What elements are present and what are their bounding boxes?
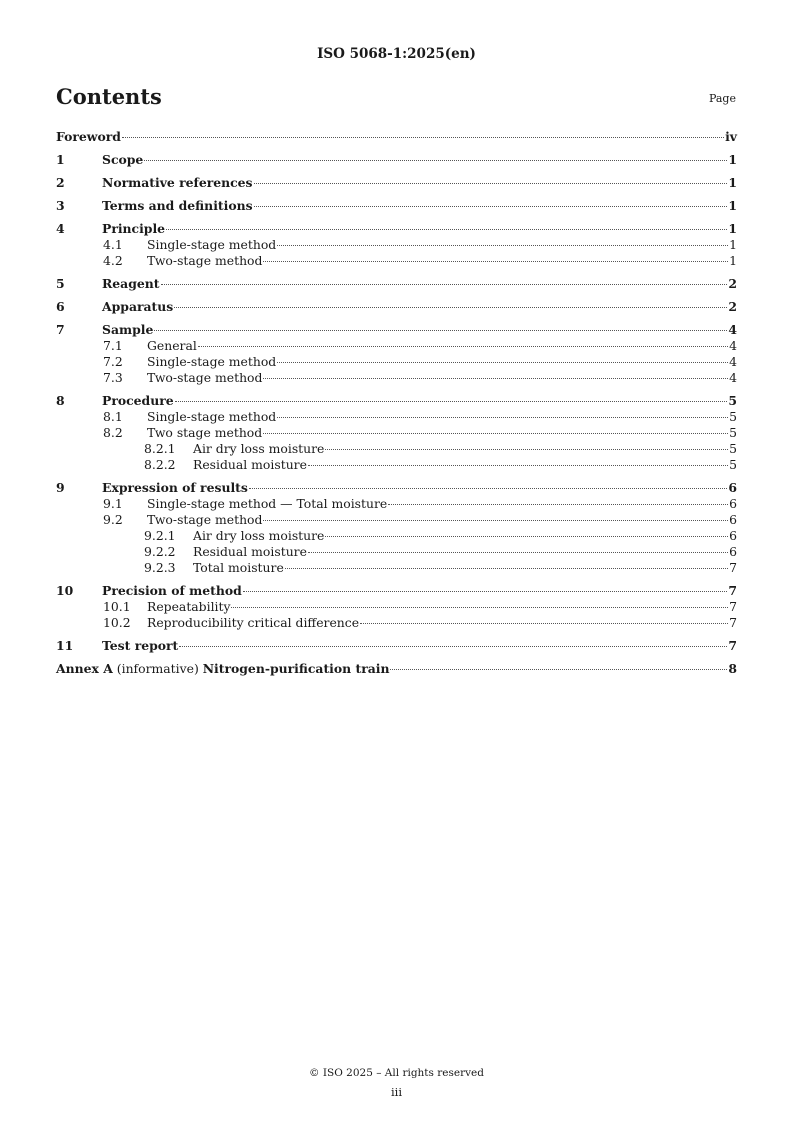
- dot-leader: [175, 401, 728, 402]
- toc-entry-label: Single-stage method: [147, 409, 277, 424]
- toc-entry[interactable]: [56, 528, 737, 544]
- toc-entry[interactable]: [56, 544, 737, 560]
- toc-entry-number: 5: [56, 276, 65, 291]
- dot-leader: [179, 646, 727, 647]
- toc-entry-label: General: [147, 338, 197, 353]
- dot-leader: [231, 607, 728, 608]
- toc-entry[interactable]: [56, 354, 737, 370]
- toc-entry-number: 10.2: [103, 615, 131, 630]
- dot-leader: [263, 378, 728, 379]
- toc-entry-label: Apparatus: [102, 299, 174, 314]
- toc-entry-number: 8.2.1: [144, 441, 176, 456]
- toc-entry-page: 2: [728, 276, 737, 291]
- toc-entry-number: 3: [56, 198, 65, 213]
- toc-entry-number: 9: [56, 480, 65, 495]
- toc-entry-label: Scope: [102, 152, 144, 167]
- toc-entry-page: 5: [729, 457, 737, 472]
- dot-leader: [144, 160, 727, 161]
- toc-entry-number: 7.3: [103, 370, 123, 385]
- toc-entry-label: Two-stage method: [147, 370, 263, 385]
- dot-leader: [263, 433, 728, 434]
- toc-entry-page: 1: [728, 221, 737, 236]
- dot-leader: [325, 449, 728, 450]
- toc-entry-number: 7.2: [103, 354, 123, 369]
- annex-type: (informative): [112, 661, 203, 676]
- toc-entry-label: Normative references: [102, 175, 253, 190]
- toc-entry-page: 1: [728, 152, 737, 167]
- toc-entry[interactable]: [56, 457, 737, 473]
- toc-entry-label: Procedure: [102, 393, 174, 408]
- toc-entry-label: Residual moisture: [193, 544, 307, 559]
- dot-leader: [390, 669, 727, 670]
- toc-entry[interactable]: [56, 560, 737, 576]
- dot-leader: [277, 245, 728, 246]
- toc-entry-number: 8.2: [103, 425, 123, 440]
- table-of-contents: [56, 129, 737, 677]
- dot-leader: [325, 536, 728, 537]
- dot-leader: [308, 465, 728, 466]
- toc-entry-label: Principle: [102, 221, 166, 236]
- dot-leader: [122, 137, 724, 138]
- toc-entry-number: 4: [56, 221, 65, 236]
- dot-leader: [277, 417, 728, 418]
- toc-entry-label: Sample: [102, 322, 154, 337]
- toc-entry-page: 6: [729, 544, 737, 559]
- toc-entry[interactable]: [56, 253, 737, 269]
- dot-leader: [285, 568, 728, 569]
- toc-entry-number: 11: [56, 638, 74, 653]
- dot-leader: [161, 284, 728, 285]
- toc-entry-label: Total moisture: [193, 560, 284, 575]
- toc-title: Contents: [56, 84, 162, 109]
- toc-entry[interactable]: [56, 512, 737, 528]
- toc-entry-page: 5: [729, 409, 737, 424]
- dot-leader: [174, 307, 727, 308]
- toc-entry-page: 7: [729, 599, 737, 614]
- toc-entry-page: 1: [729, 253, 737, 268]
- toc-entry[interactable]: [56, 599, 737, 615]
- toc-entry[interactable]: [56, 276, 737, 292]
- annex-prefix: Annex A: [56, 661, 113, 676]
- toc-entry-page: 6: [728, 480, 737, 495]
- toc-entry-label: Single-stage method — Total moisture: [147, 496, 388, 511]
- toc-entry-label: Repeatability: [147, 599, 231, 614]
- toc-entry[interactable]: [56, 615, 737, 631]
- document-header: ISO 5068-1:2025(en): [317, 46, 476, 62]
- toc-entry-number: 7.1: [103, 338, 123, 353]
- toc-entry-page: 1: [728, 198, 737, 213]
- dot-leader: [243, 591, 728, 592]
- toc-entry-page: 4: [729, 354, 737, 369]
- toc-entry-number: 4.1: [103, 237, 123, 252]
- toc-entry[interactable]: [56, 198, 737, 214]
- toc-entry[interactable]: [56, 322, 737, 338]
- toc-entry-number: 4.2: [103, 253, 123, 268]
- toc-entry-number: 8.1: [103, 409, 123, 424]
- toc-entry[interactable]: [56, 638, 737, 654]
- toc-entry-number: 6: [56, 299, 65, 314]
- toc-entry-page: 6: [729, 512, 737, 527]
- toc-entry[interactable]: [56, 496, 737, 512]
- toc-entry-number: 9.2.2: [144, 544, 176, 559]
- toc-entry-number: 10.1: [103, 599, 131, 614]
- toc-entry-label: Air dry loss moisture: [193, 528, 325, 543]
- toc-entry-label: Air dry loss moisture: [193, 441, 325, 456]
- toc-entry-annex-a[interactable]: [56, 661, 737, 677]
- toc-entry-label: Single-stage method: [147, 354, 277, 369]
- dot-leader: [308, 552, 728, 553]
- dot-leader: [166, 229, 727, 230]
- toc-entry-page: 5: [729, 425, 737, 440]
- toc-entry[interactable]: [56, 425, 737, 441]
- toc-entry-label: [56, 661, 389, 677]
- toc-entry-page: 4: [728, 322, 737, 337]
- toc-entry-number: 9.2.1: [144, 528, 176, 543]
- annex-title: Nitrogen-purification train: [202, 661, 390, 676]
- toc-entry-page: 6: [729, 528, 737, 543]
- dot-leader: [254, 183, 728, 184]
- toc-entry-label: Reagent: [102, 276, 160, 291]
- toc-entry-number: 10: [56, 583, 74, 598]
- toc-entry[interactable]: [56, 583, 737, 599]
- toc-entry-page: 7: [728, 583, 737, 598]
- toc-entry[interactable]: [56, 237, 737, 253]
- toc-entry-label: Terms and definitions: [102, 198, 253, 213]
- toc-entry-page: 2: [728, 299, 737, 314]
- toc-entry-page: 5: [729, 441, 737, 456]
- toc-entry-page: iv: [725, 129, 737, 144]
- toc-entry[interactable]: [56, 409, 737, 425]
- toc-entry-page: 1: [728, 175, 737, 190]
- toc-entry-label: Single-stage method: [147, 237, 277, 252]
- dot-leader: [277, 362, 728, 363]
- toc-entry-number: 8.2.2: [144, 457, 176, 472]
- toc-entry-number: 9.2.3: [144, 560, 176, 575]
- toc-entry-page: 7: [729, 615, 737, 630]
- toc-entry[interactable]: [56, 370, 737, 386]
- toc-entry-label: Two-stage method: [147, 253, 263, 268]
- toc-entry-number: 2: [56, 175, 65, 190]
- toc-entry-page: 8: [728, 661, 737, 676]
- dot-leader: [388, 504, 728, 505]
- toc-entry-label: Test report: [102, 638, 179, 653]
- toc-entry-page: 5: [728, 393, 737, 408]
- toc-entry[interactable]: [56, 338, 737, 354]
- dot-leader: [198, 346, 728, 347]
- toc-entry-number: 9.1: [103, 496, 123, 511]
- toc-entry-label: Two stage method: [147, 425, 263, 440]
- toc-entry-label: Expression of results: [102, 480, 248, 495]
- toc-entry[interactable]: [56, 175, 737, 191]
- toc-entry-label: Precision of method: [102, 583, 242, 598]
- toc-entry[interactable]: [56, 299, 737, 315]
- dot-leader: [263, 520, 728, 521]
- toc-entry-label: Reproducibility critical difference: [147, 615, 360, 630]
- footer-page-number: iii: [390, 1085, 403, 1099]
- toc-entry-number: 1: [56, 152, 65, 167]
- dot-leader: [249, 488, 728, 489]
- dot-leader: [360, 623, 728, 624]
- toc-entry[interactable]: [56, 129, 737, 145]
- toc-entry-number: 7: [56, 322, 65, 337]
- toc-entry-label: Two-stage method: [147, 512, 263, 527]
- toc-entry[interactable]: [56, 441, 737, 457]
- toc-entry[interactable]: [56, 393, 737, 409]
- page-column-label: Page: [708, 92, 736, 105]
- toc-entry-page: 4: [729, 370, 737, 385]
- dot-leader: [263, 261, 728, 262]
- toc-entry-page: 6: [729, 496, 737, 511]
- toc-entry-page: 4: [729, 338, 737, 353]
- toc-entry-label: Foreword: [56, 129, 121, 144]
- toc-entry-page: 7: [728, 638, 737, 653]
- toc-entry-number: 9.2: [103, 512, 123, 527]
- toc-entry-page: 1: [729, 237, 737, 252]
- footer-copyright: © ISO 2025 – All rights reserved: [309, 1067, 484, 1079]
- toc-entry[interactable]: [56, 221, 737, 237]
- toc-entry-label: Residual moisture: [193, 457, 307, 472]
- toc-entry-page: 7: [729, 560, 737, 575]
- toc-entry[interactable]: [56, 480, 737, 496]
- toc-entry-number: 8: [56, 393, 65, 408]
- toc-entry[interactable]: [56, 152, 737, 168]
- dot-leader: [254, 206, 728, 207]
- dot-leader: [154, 330, 727, 331]
